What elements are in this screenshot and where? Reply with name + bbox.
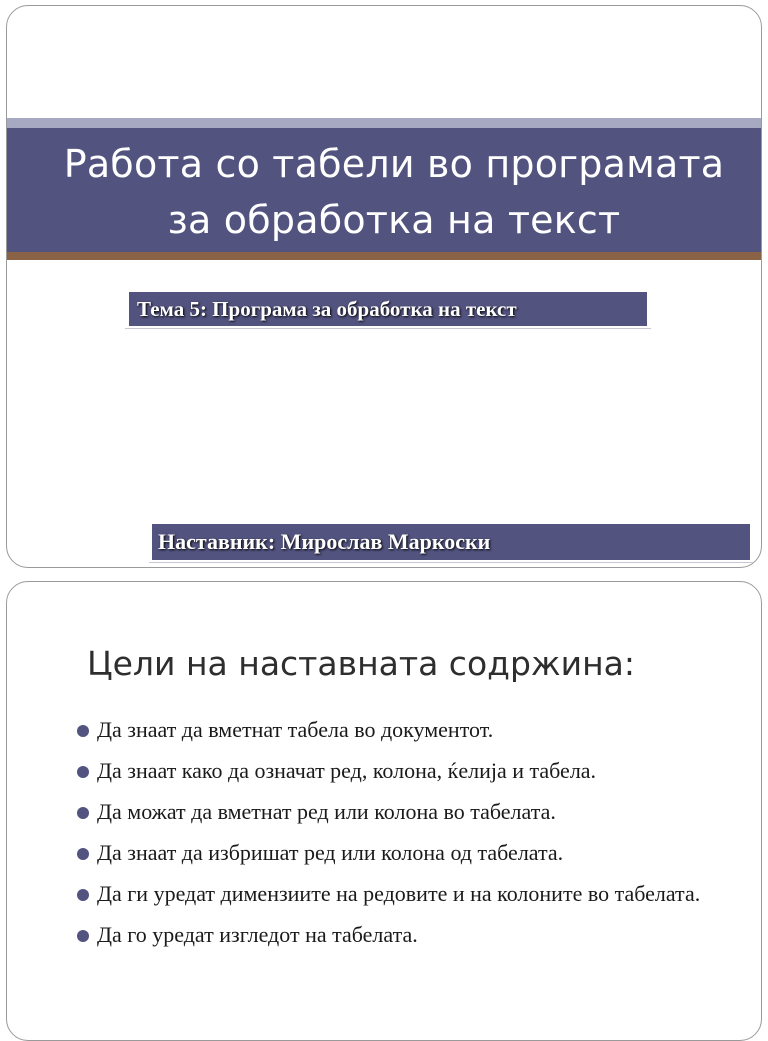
list-item-text: Да знаат да избришат ред или колона од табелата. [97, 840, 564, 865]
bullet-dot-icon [77, 725, 89, 737]
slide-title-line1: Работа со табели во програмата [63, 142, 725, 186]
bullet-dot-icon [77, 848, 89, 860]
bullet-dot-icon [77, 807, 89, 819]
list-item [75, 714, 735, 746]
subtitle-banner: Тема 5: Програма за обработка на текст [129, 292, 647, 326]
bullet-dot-icon [77, 766, 89, 778]
slide-title [7, 136, 761, 248]
bullet-dot-icon [77, 930, 89, 942]
list-item [75, 755, 735, 787]
title-band-top-stripe [7, 118, 761, 128]
list-item [75, 878, 735, 910]
teacher-underline [149, 562, 755, 563]
objectives-slide [6, 581, 762, 1041]
list-item [75, 919, 735, 951]
list-item-text: Да можат да вметнат ред или колона во табелата. [97, 799, 556, 824]
bullet-dot-icon [77, 889, 89, 901]
list-item-text: Да ги уредат димензиите на редовите и на колоните во табелата. [97, 881, 701, 906]
slide-title-line2: за обработка на текст [167, 198, 621, 242]
objectives-list [75, 714, 735, 960]
list-item [75, 796, 735, 828]
teacher-banner: Наставник: Мирослав Маркоски [152, 524, 750, 560]
objectives-title: Цели на наставната содржина: [87, 644, 635, 683]
title-slide [6, 5, 762, 568]
list-item-text: Да го уредат изгледот на табелата. [97, 922, 418, 947]
list-item-text: Да знаат како да означат ред, колона, ќелија и табела. [97, 758, 597, 783]
list-item [75, 837, 735, 869]
subtitle-underline [125, 328, 651, 329]
title-band-bottom-stripe [7, 252, 761, 260]
list-item-text: Да знаат да вметнат табела во документот. [97, 717, 494, 742]
